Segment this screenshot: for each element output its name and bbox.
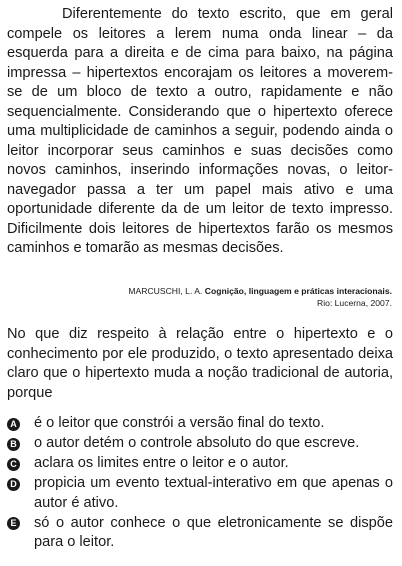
option-letter-badge: B [7, 438, 20, 451]
option-b[interactable] [7, 434, 393, 454]
answer-options [7, 414, 393, 553]
citation-author: MARCUSCHI, L. A. [128, 286, 203, 296]
option-text: aclara os limites entre o leitor e o autor. [34, 455, 289, 471]
option-text: propicia um evento textual-interativo em que apenas o autor é ativo. [34, 475, 393, 511]
option-letter-badge: C [7, 458, 20, 471]
option-letter-badge: E [7, 517, 20, 530]
option-text: o autor detém o controle absoluto do que escreve. [34, 435, 360, 451]
question-stem: No que diz respeito à relação entre o hipertexto e o conhecimento por ele produzido, o texto apresentado deixa claro que o hipertexto muda a noção tradicional de autoria, porque [7, 326, 393, 401]
option-a[interactable] [7, 414, 393, 434]
option-text: só o autor conhece o que eletronicamente se dispõe para o leitor. [34, 514, 393, 550]
citation [12, 286, 392, 309]
option-d[interactable] [7, 474, 393, 513]
citation-line-1 [12, 286, 392, 298]
passage-text: Diferentemente do texto escrito, que em geral compele os leitores a lerem numa onda linear – da esquerda para a direita e de cima para baixo, na página impressa – hipertextos encorajam os leitores a moverem-se de um bloco de texto a outro, rapidamente e não sequencialmente. Considerando que o hipertexto oferece uma multiplicidade de caminhos a seguir, podendo ainda o leitor incorporar seus caminhos e suas decisões como novos caminhos, inserindo informações novas, o leitor-navegador passa a ter um papel mais ativo e uma oportunidade diferente da de um leitor de texto impresso. Dificilmente dois leitores de hipertextos farão os mesmos caminhos e tomarão as mesmas decisões. [7, 6, 393, 256]
citation-publisher: Rio: Lucerna, 2007. [316, 297, 392, 308]
citation-work: Cognição, linguagem e práticas interacionais. [204, 286, 392, 296]
option-e[interactable] [7, 514, 393, 553]
option-text: é o leitor que constrói a versão final do texto. [34, 415, 325, 431]
option-letter-badge: D [7, 478, 20, 491]
option-letter-badge: A [7, 418, 20, 431]
option-c[interactable] [7, 454, 393, 474]
